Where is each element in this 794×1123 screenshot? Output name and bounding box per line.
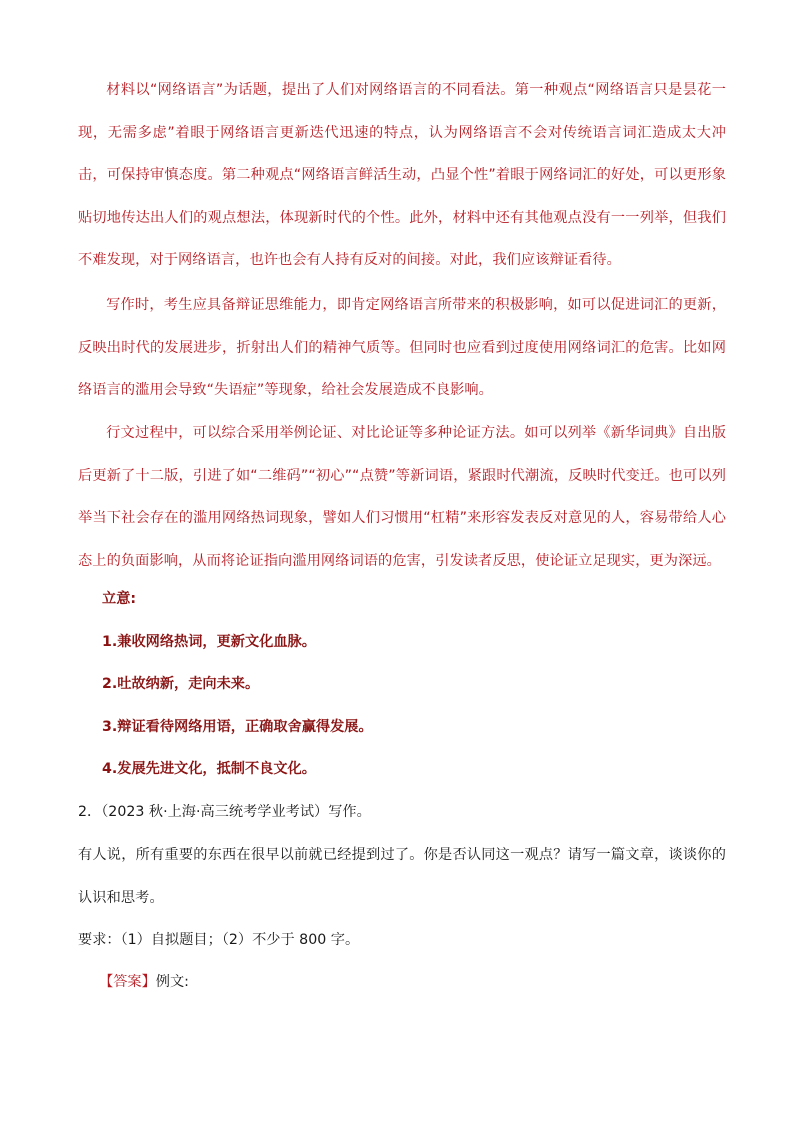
- intent-heading: 立意:: [102, 591, 137, 607]
- answer-label: 例文:: [155, 974, 189, 990]
- intent-item-2: 2.吐故纳新，走向未来。: [102, 676, 260, 692]
- analysis-paragraph-2-text: 写作时，考生应具备辩证思维能力，即肯定网络语言所带来的积极影响，如可以促进词汇的更新，反映出时代的发展进步，折射出人们的精神气质等。但同时也应看到过度使用网络词汇的危害。比如网络语言的滥用会导致“失语症”等现象，给社会发展造成不良影响。: [78, 297, 726, 398]
- analysis-paragraph-3-text: 行文过程中，可以综合采用举例论证、对比论证等多种论证方法。如可以列举《新华词典》自出版后更新了十二版，引进了如“二维码”“初心”“点赞”等新词语，紧跟时代潮流，反映时代变迁。也可以列举当下社会存在的滥用网络热词现象，譬如人们习惯用“杠精”来形容发表反对意见的人，容易带给人心态上的负面影响，从而将论证指向滥用网络词语的危害，引发读者反思，使论证立足现实，更为深远。: [78, 425, 726, 569]
- question-2-requirements: 要求：（1）自拟题目；（2）不少于 800 字。: [78, 932, 360, 948]
- answer-line: [99, 972, 189, 992]
- analysis-paragraph-1: [78, 69, 726, 282]
- question-2-prompt: 有人说，所有重要的东西在很早以前就已经提到过了。你是否认同这一观点？请写一篇文章，谈谈你的认识和思考。: [78, 847, 726, 906]
- analysis-paragraph-2: [78, 284, 726, 412]
- intent-item-4: 4.发展先进文化，抵制不良文化。: [102, 761, 316, 777]
- question-2-title: 2．（2023 秋·上海·高三统考学业考试）写作。: [78, 804, 371, 820]
- answer-tag: 【答案】: [99, 974, 156, 990]
- analysis-paragraph-1-text: 材料以“网络语言”为话题，提出了人们对网络语言的不同看法。第一种观点“网络语言只是昙花一现，无需多虑”着眼于网络语言更新迭代迅速的特点，认为网络语言不会对传统语言词汇造成太大冲击，可保持审慎态度。第二种观点“网络语言鲜活生动，凸显个性”着眼于网络词汇的好处，可以更形象贴切地传达出人们的观点想法，体现新时代的个性。此外，材料中还有其他观点没有一一列举，但我们不难发现，对于网络语言，也许也会有人持有反对的间接。对此，我们应该辩证看待。: [78, 82, 726, 268]
- analysis-paragraph-3: [78, 412, 726, 582]
- intent-item-1: 1.兼收网络热词，更新文化血脉。: [102, 634, 316, 650]
- intent-item-3: 3.辩证看待网络用语，正确取舍赢得发展。: [102, 719, 373, 735]
